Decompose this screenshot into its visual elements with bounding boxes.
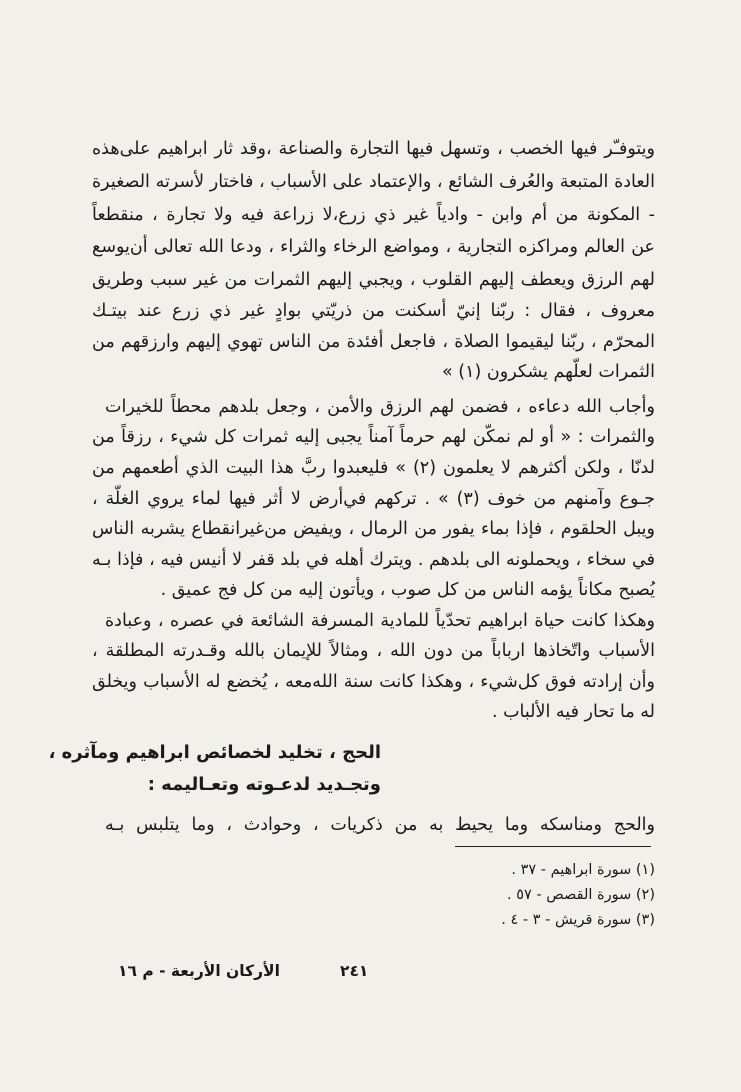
- running-title: الأركان الأربعة - م ١٦: [118, 962, 280, 980]
- text-line: يُصبح مكاناً يؤمه الناس من كل صوب ، ويأتون إليه من كل فج عميق .: [160, 580, 655, 600]
- text-line: وأجاب الله دعاءه ، فضمن لهم الرزق والأمن ، وجعل بلدهم محطاً للخيرات: [105, 397, 655, 417]
- footnote: (٢) سورة القصص - ٥٧ .: [507, 887, 655, 903]
- text-line: الأسباب واتّخاذها ارباباً من دون الله ، ومثالاً للإيمان بالله وقـدرته المطلقة ،: [92, 641, 655, 661]
- footnote: (٣) سورة قريش - ٣ - ٤ .: [501, 912, 655, 928]
- text-line: والحج ومناسكه وما يحيط به من ذكريات ، وحوادث ، وما يتلبس بـه: [105, 815, 655, 835]
- text-line: الثمرات لعلّهم يشكرون (١) »: [441, 362, 655, 382]
- text-line: وأن إرادته فوق كل‌شيء ، وهكذا كانت سنة الله‌معه ، يُخضع له الأسباب ويخلق: [92, 672, 655, 692]
- text-line: المحرّم ، ربّنا ليقيموا الصلاة ، فاجعل أفئدة من الناس تهوي إليهم وارزقهم من: [92, 332, 655, 352]
- text-line: معروف ، فقال : ربّنا إنيّ أسكنت من ذريّتي بوادٍ غير ذي زرع عند بيتـك: [92, 301, 655, 321]
- footnote-divider: [455, 846, 651, 847]
- text-line: لهم الرزق ويعطف إليهم القلوب ، ويجبي إليهم الثمرات من غير سبب وطريق: [92, 270, 655, 290]
- text-line: وهكذا كانت حياة ابراهيم تحدّياً للمادية المسرفة الشائعة في عصره ، وعبادة: [105, 611, 655, 631]
- text-line: جـوع وآمنهم من خوف (٣) » . تركهم في‌أرض لا أثر فيها لماء يروي الغلّة ،: [92, 489, 655, 509]
- text-line: العادة المتبعة والعُرف الشائع ، والإعتماد على الأسباب ، فاختار لأسرته الصغيرة: [92, 172, 655, 192]
- text-line: لدنّا ، ولكن أكثرهم لا يعلمون (٢) » فليعبدوا ربَّ هذا البيت الذي أطعمهم من: [92, 458, 655, 478]
- heading-line: وتجـديد لدعـوته وتعـاليمه :: [147, 774, 381, 795]
- text-line: في سخاء ، ويحملونه الى بلدهم . ويترك أهله في بلد قفر لا أنيس فيه ، فإذا بـه: [92, 550, 655, 570]
- text-line: له ما تحار فيه الألباب .: [491, 702, 655, 722]
- text-line: والثمرات : « أو لم نمكّن لهم حرماً آمناً يجبى إليه ثمرات كل شيء ، رزقاً من: [92, 427, 655, 447]
- text-line: - المكونة من أم وابن - وادياً غير ذي زرع،لا زراعة فيه ولا تجارة ، منقطعاً: [92, 205, 655, 225]
- page-number: ٢٤١: [340, 962, 369, 980]
- text-line: ويتوفـّر فيها الخصب ، وتسهل فيها التجارة والصناعة ،وقد ثار ابراهيم على‌هذه: [92, 139, 655, 159]
- footnote: (١) سورة ابراهيم - ٣٧ .: [511, 862, 655, 878]
- text-line: عن العالم ومراكزه التجارية ، ومواضع الرخاء والثراء ، ودعا الله تعالى أن‌يوسع: [92, 237, 655, 257]
- text-line: ويبل الحلقوم ، فإذا بماء يفور من الرمال ، ويفيض من‌غير‌انقطاع يشربه الناس: [92, 519, 655, 539]
- heading-line: الحج ، تخليد لخصائص ابراهيم ومآثره ،: [48, 742, 381, 763]
